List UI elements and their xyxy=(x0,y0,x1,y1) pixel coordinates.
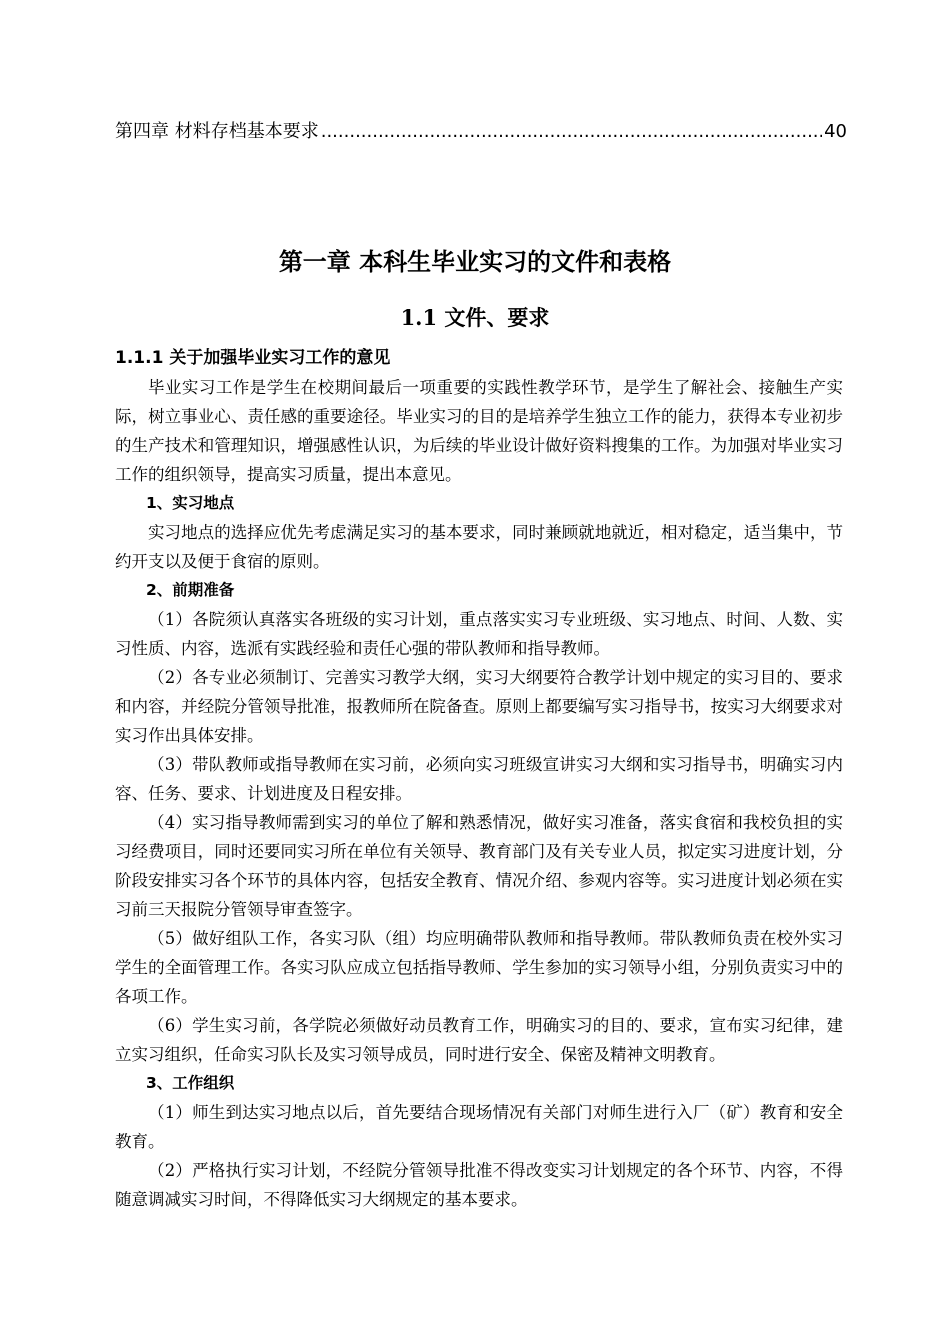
item-heading-location: 1、实习地点 xyxy=(146,494,235,512)
paragraph: （1）师生到达实习地点以后，首先要结合现场情况有关部门对师生进行入厂（矿）教育和安全教育。 xyxy=(115,1103,843,1151)
paragraph: （2）严格执行实习计划，不经院分管领导批准不得改变实习计划规定的各个环节、内容，不得随意调减实习时间，不得降低实习大纲规定的基本要求。 xyxy=(115,1161,843,1209)
paragraph: （6）学生实习前，各学院必须做好动员教育工作，明确实习的目的、要求，宣布实习纪律，建立实习组织，任命实习队长及实习领导成员，同时进行安全、保密及精神文明教育。 xyxy=(115,1016,843,1064)
intro-paragraph: 毕业实习工作是学生在校期间最后一项重要的实践性教学环节，是学生了解社会、接触生产实际，树立事业心、责任感的重要途径。毕业实习的目的是培养学生独立工作的能力，获得本专业初步的生产技术和管理知识，增强感性认识，为后续的毕业设计做好资料搜集的工作。为加强对毕业实习工作的组织领导，提高实习质量，提出本意见。 xyxy=(115,378,843,484)
item-heading-preparation: 2、前期准备 xyxy=(146,581,235,599)
chapter-title: 第一章 本科生毕业实习的文件和表格 xyxy=(278,248,672,276)
paragraph: （1）各院须认真落实各班级的实习计划，重点落实实习专业班级、实习地点、时间、人数、实习性质、内容，选派有实践经验和责任心强的带队教师和指导教师。 xyxy=(115,610,843,658)
item-heading-organization: 3、工作组织 xyxy=(146,1074,235,1092)
paragraph: （2）各专业必须制订、完善实习教学大纲，实习大纲要符合教学计划中规定的实习目的、要求和内容，并经院分管领导批准，报教师所在院备查。原则上都要编写实习指导书，按实习大纲要求对实习作出具体安排。 xyxy=(115,668,843,745)
toc-entry-page: 40 xyxy=(824,121,847,142)
paragraph: （4）实习指导教师需到实习的单位了解和熟悉情况，做好实习准备，落实食宿和我校负担的实习经费项目，同时还要同实习所在单位有关领导、教育部门及有关专业人员，拟定实习进度计划，分阶段安排实习各个环节的具体内容，包括安全教育、情况介绍、参观内容等。实习进度计划必须在实习前三天报院分管领导审查签字。 xyxy=(115,813,843,919)
document-body xyxy=(115,343,843,1214)
toc-leader-dots xyxy=(321,117,822,147)
toc-entry-title: 第四章 材料存档基本要求 xyxy=(115,121,319,142)
paragraph: （5）做好组队工作，各实习队（组）均应明确带队教师和指导教师。带队教师负责在校外实习学生的全面管理工作。各实习队应成立包括指导教师、学生参加的实习领导小组，分别负责实习中的各项工作。 xyxy=(115,929,843,1006)
paragraph: （3）带队教师或指导教师在实习前，必须向实习班级宣讲实习大纲和实习指导书，明确实习内容、任务、要求、计划进度及日程安排。 xyxy=(115,755,843,803)
section-title: 1.1 文件、要求 xyxy=(400,305,550,330)
toc-entry[interactable] xyxy=(115,117,847,147)
subsection-title: 1.1.1 关于加强毕业实习工作的意见 xyxy=(115,348,391,368)
paragraph: 实习地点的选择应优先考虑满足实习的基本要求，同时兼顾就地就近，相对稳定，适当集中，节约开支以及便于食宿的原则。 xyxy=(115,523,843,571)
